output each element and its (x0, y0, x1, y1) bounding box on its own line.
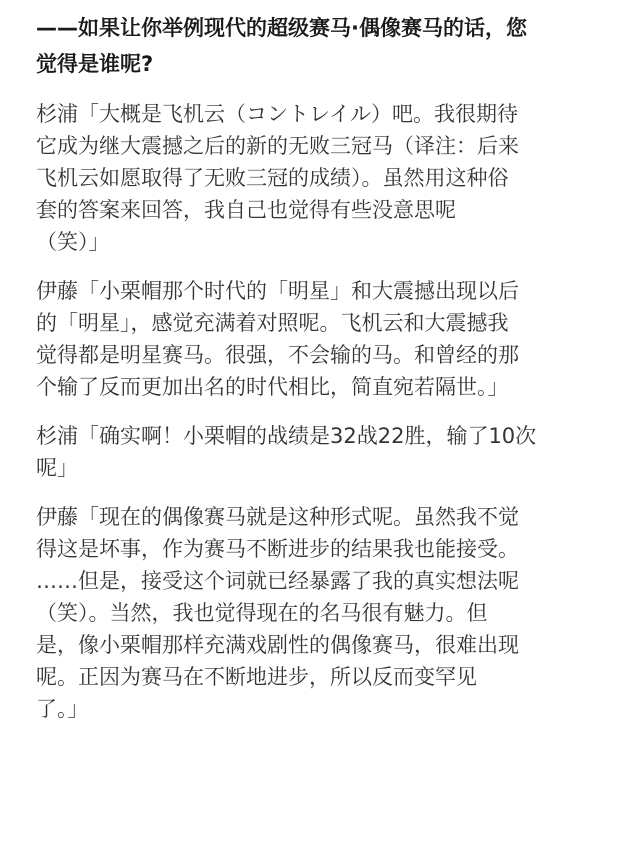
paragraph-line: 是，像小栗帽那样充满戏剧性的偶像赛马，很难出现 (36, 633, 519, 657)
paragraph-line: 的「明星」，感觉充满着对照呢。飞机云和大震撼我 (36, 311, 509, 335)
paragraph-line: 了。」 (36, 697, 89, 721)
paragraph-line: （笑）。当然，我也觉得现在的名马很有魅力。但 (36, 601, 488, 625)
answer-paragraph-ito-1 (36, 275, 604, 403)
question-line: ——如果让你举例现代的超级赛马·偶像赛马的话，您 (36, 16, 527, 40)
paragraph-line: 杉浦「大概是飞机云（コントレイル）吧。我很期待 (36, 102, 518, 126)
answer-paragraph-sugiura-1 (36, 98, 604, 258)
paragraph-line: ……但是，接受这个词就已经暴露了我的真实想法呢 (36, 569, 519, 593)
paragraph-line: 得这是坏事，作为赛马不断进步的结果我也能接受。 (36, 537, 519, 561)
paragraph-line: 呢。正因为赛马在不断地进步，所以反而变罕见 (36, 665, 477, 689)
paragraph-line: 杉浦「确实啊！小栗帽的战绩是32战22胜，输了10次 (36, 424, 537, 448)
paragraph-line: 伊藤「现在的偶像赛马就是这种形式呢。虽然我不觉 (36, 505, 519, 529)
paragraph-line: 飞机云如愿取得了无败三冠的成绩）。虽然用这种俗 (36, 166, 509, 190)
paragraph-line: 觉得都是明星赛马。很强，不会输的马。和曾经的那 (36, 343, 519, 367)
interview-question (36, 10, 604, 82)
paragraph-line: 套的答案来回答，我自己也觉得有些没意思呢 (36, 198, 456, 222)
paragraph-line: 呢」 (36, 456, 78, 480)
paragraph-line: 它成为继大震撼之后的新的无败三冠马（译注：后来 (36, 134, 519, 158)
paragraph-line: （笑）」 (36, 230, 110, 254)
answer-paragraph-sugiura-2 (36, 420, 604, 484)
paragraph-line: 伊藤「小栗帽那个时代的「明星」和大震撼出现以后 (36, 279, 519, 303)
answer-paragraph-ito-2 (36, 501, 604, 725)
paragraph-line: 个输了反而更加出名的时代相比，简直宛若隔世。」 (36, 375, 509, 399)
question-line: 觉得是谁呢? (36, 52, 154, 76)
